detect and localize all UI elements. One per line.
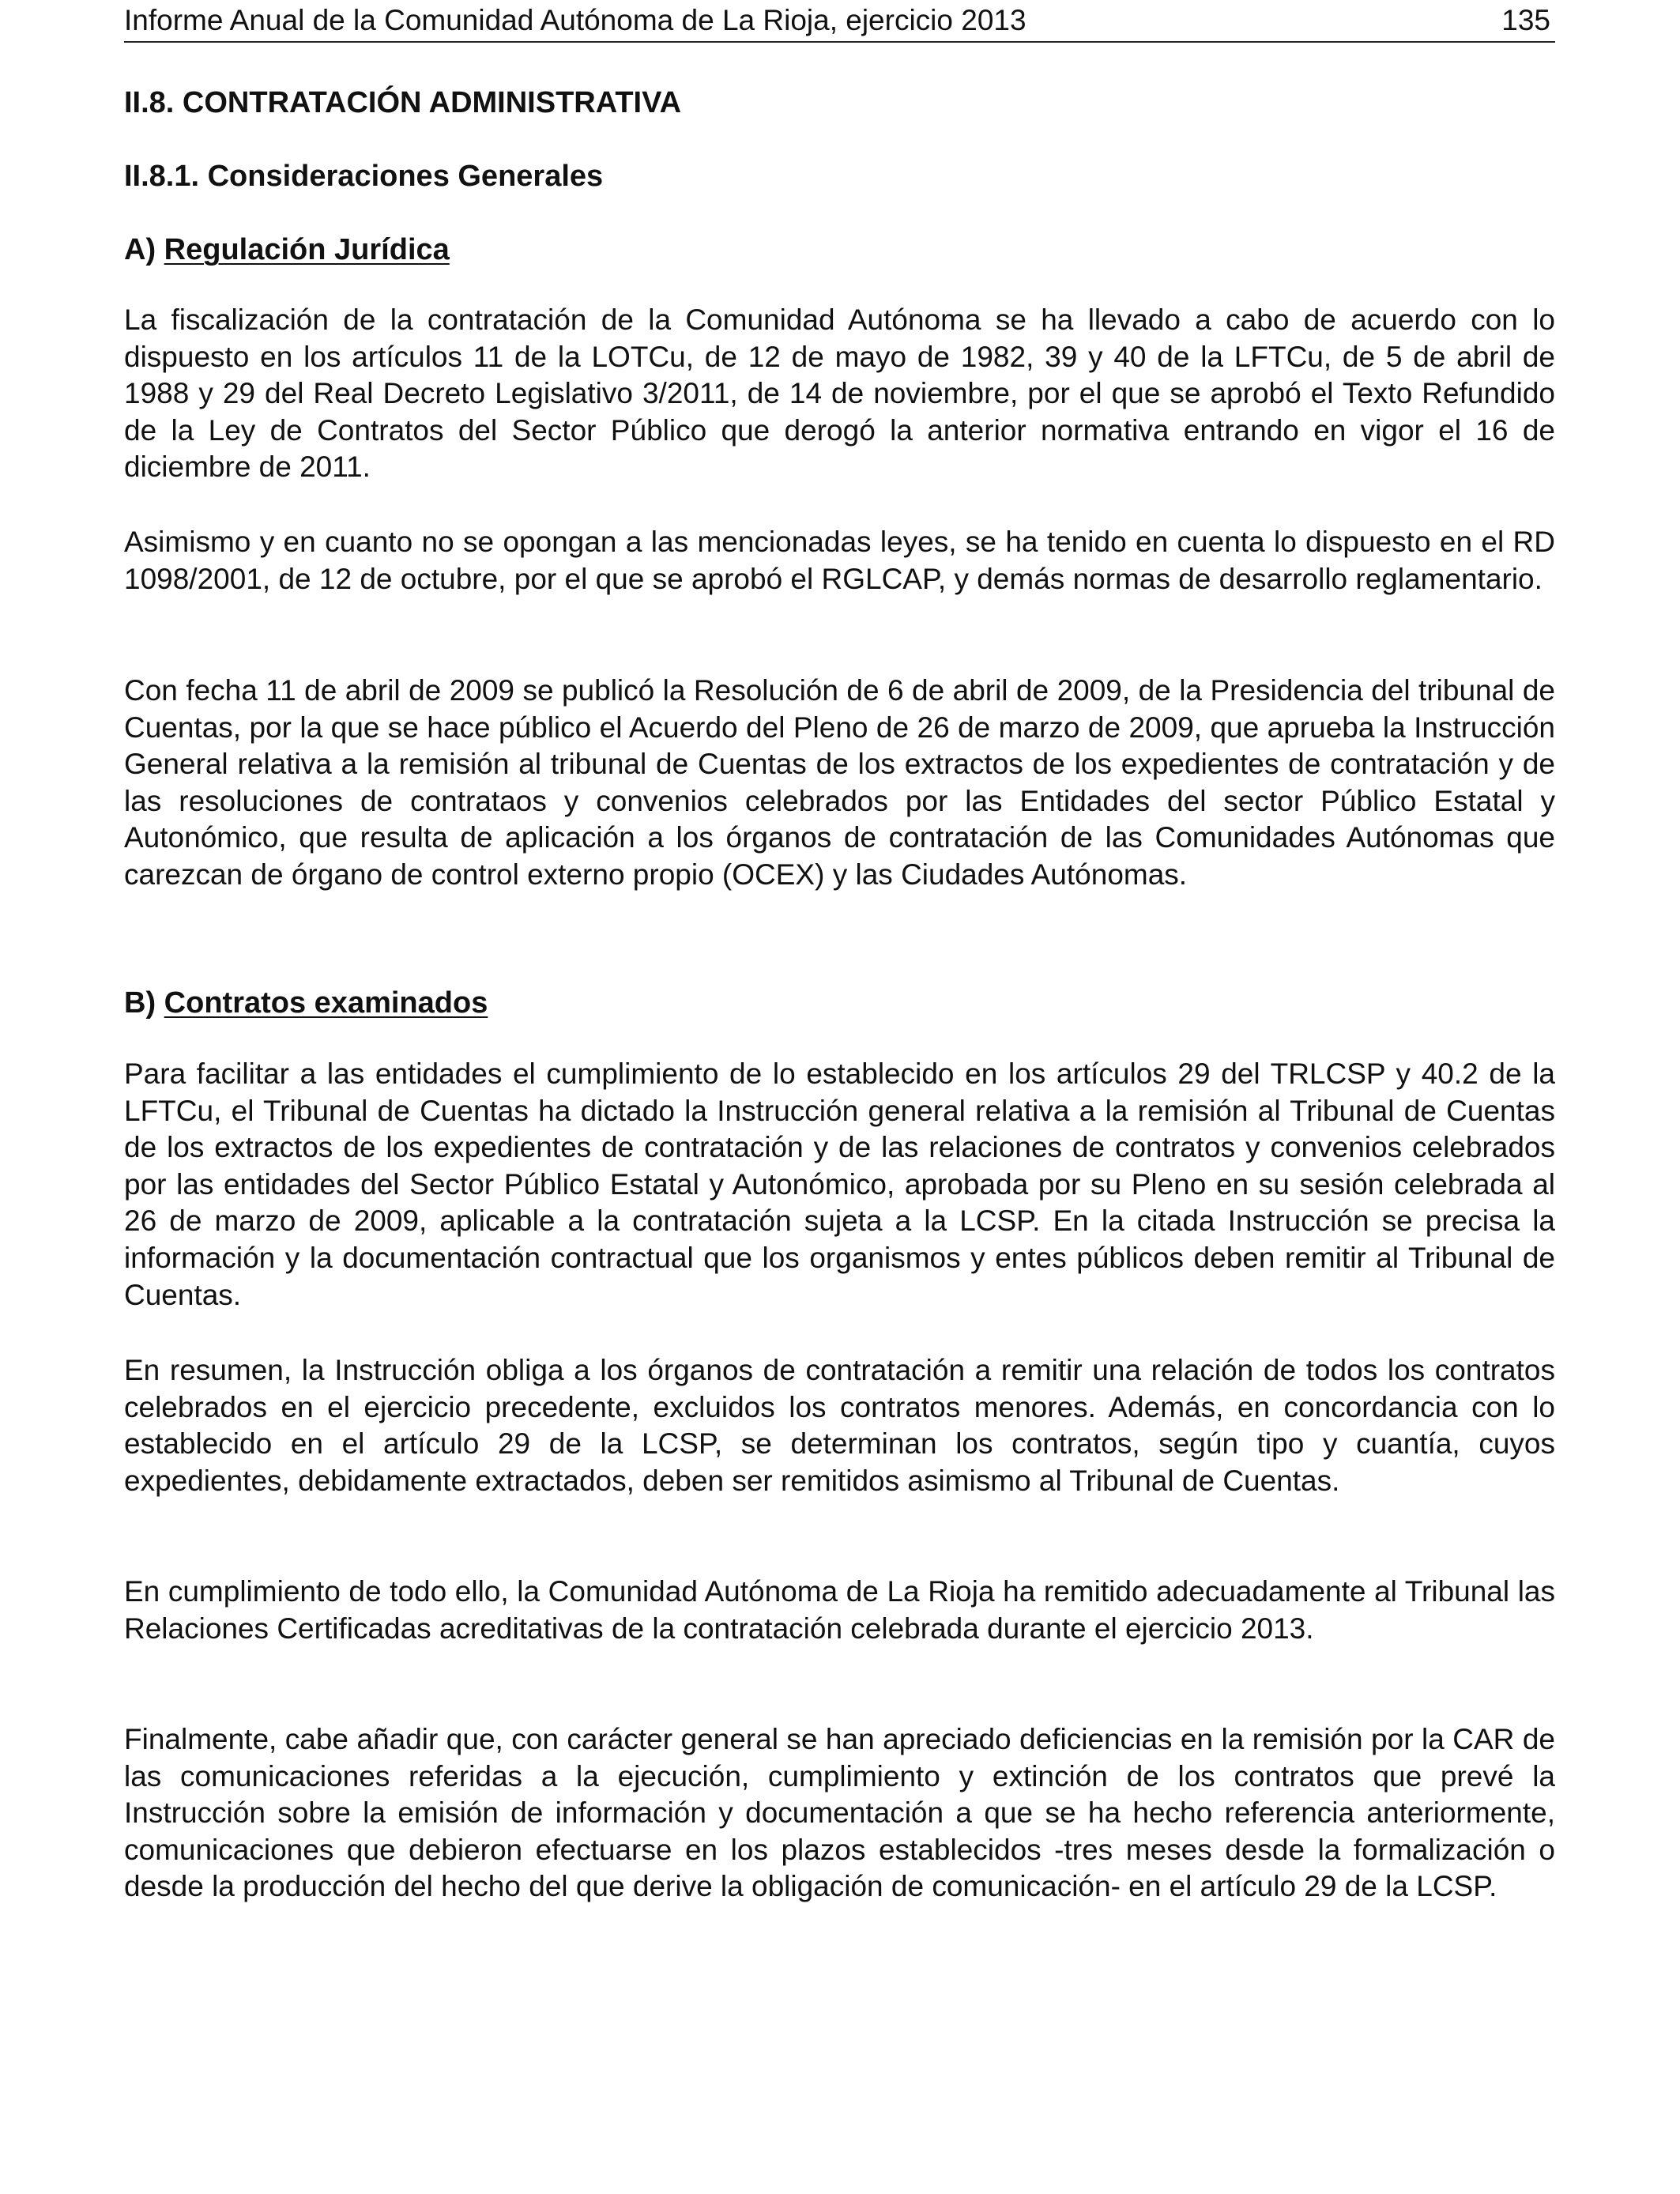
section-heading: II.8. CONTRATACIÓN ADMINISTRATIVA [124,86,682,119]
paragraph-supplementary-rules: Asimismo y en cuanto no se opongan a las mencionadas leyes, se ha tenido en cuenta lo dispuesto en el RD 1098/2001, de 12 de octubre, por el que se aprobó el RGLCAP, y demás normas de desarrollo reglamentario. [124,526,1555,595]
part-a-heading [124,230,450,270]
paragraph-deficiencies: Finalmente, cabe añadir que, con carácter general se han apreciado deficiencias en la remisión por la CAR de las comunicaciones referidas a la ejecución, cumplimiento y extinción de los contratos que prevé la Instrucción sobre la emisión de información y documentación a que se ha hecho referencia anteriormente, comunicaciones que debieron efectuarse en los plazos establecidos -tres meses desde la formalización o desde la producción del hecho del que derive la obligación de comunicación- en el artículo 29 de la LCSP. [124,1723,1555,1903]
paragraph-resolution-2009: Con fecha 11 de abril de 2009 se publicó la Resolución de 6 de abril de 2009, de la Presidencia del tribunal de Cuentas, por la que se hace público el Acuerdo del Pleno de 26 de marzo de 2009, que aprueba la Instrucción General relativa a la remisión al tribunal de Cuentas de los extractos de los expedientes de contratación y de las resoluciones de contrataos y convenios celebrados por las Entidades del sector Público Estatal y Autonómico, que resulta de aplicación a los órganos de contratación de las Comunidades Autónomas que carezcan de órgano de control externo propio (OCEX) y las Ciudades Autónomas. [124,674,1555,891]
subsection-heading: II.8.1. Consideraciones Generales [124,160,604,193]
running-header [124,0,1555,43]
page-number: 135 [1501,4,1550,36]
part-b-title: Contratos examinados [164,986,488,1020]
part-b-letter: B) [124,986,156,1020]
part-b-heading [124,983,488,1023]
paragraph-instruction-overview: Para facilitar a las entidades el cumplimiento de lo establecido en los artículos 29 del TRLCSP y 40.2 de la LFTCu, el Tribunal de Cuentas ha dictado la Instrucción general relativa a la remisión al Tribunal de Cuentas de los extractos de los expedientes de contratación y de las relaciones de contratos y convenios celebrados por las entidades del Sector Público Estatal y Autonómico, aprobada por su Pleno en su sesión celebrada al 26 de marzo de 2009, aplicable a la contratación sujeta a la LCSP. En la citada Instrucción se precisa la información y la documentación contractual que los organismos y entes públicos deben remitir al Tribunal de Cuentas. [124,1057,1555,1311]
paragraph-compliance: En cumplimiento de todo ello, la Comunidad Autónoma de La Rioja ha remitido adecuadamente al Tribunal las Relaciones Certificadas acreditativas de la contratación celebrada durante el ejercicio 2013. [124,1575,1555,1645]
paragraph-legal-basis: La fiscalización de la contratación de la Comunidad Autónoma se ha llevado a cabo de acuerdo con lo dispuesto en los artículos 11 de la LOTCu, de 12 de mayo de 1982, 39 y 40 de la LFTCu, de 5 de abril de 1988 y 29 del Real Decreto Legislativo 3/2011, de 14 de noviembre, por el que se aprobó el Texto Refundido de la Ley de Contratos del Sector Público que derogó la anterior normativa entrando en vigor el 16 de diciembre de 2011. [124,303,1555,484]
report-title: Informe Anual de la Comunidad Autónoma de La Rioja, ejercicio 2013 [124,4,1026,36]
paragraph-instruction-summary: En resumen, la Instrucción obliga a los órganos de contratación a remitir una relación de todos los contratos celebrados en el ejercicio precedente, excluidos los contratos menores. Además, en concordancia con lo establecido en el artículo 29 de la LCSP, se determinan los contratos, según tipo y cuantía, cuyos expedientes, debidamente extractados, deben ser remitidos asimismo al Tribunal de Cuentas. [124,1354,1555,1497]
part-a-letter: A) [124,233,156,266]
part-a-title: Regulación Jurídica [164,233,450,266]
